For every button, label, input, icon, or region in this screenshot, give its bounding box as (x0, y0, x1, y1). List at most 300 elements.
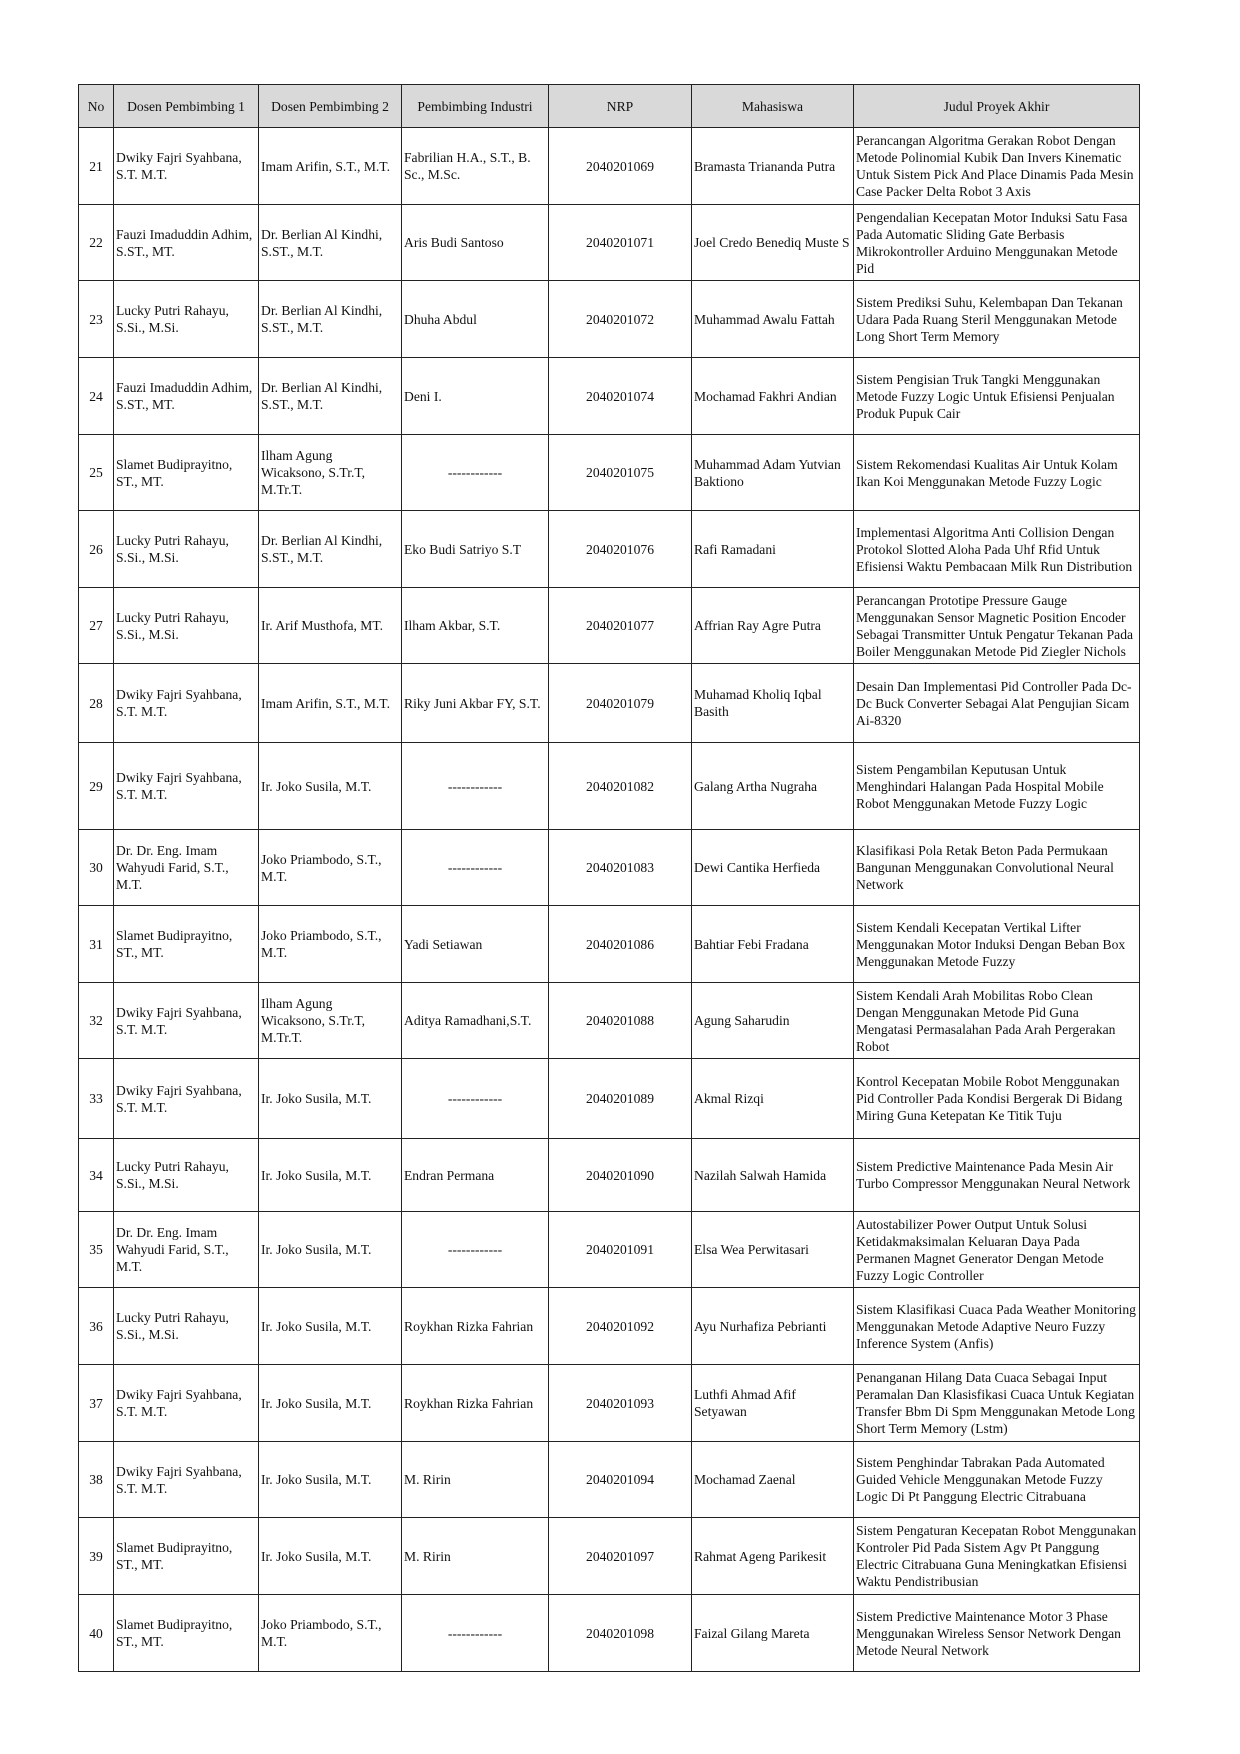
cell-dosen-pembimbing-2 (259, 588, 402, 664)
cell-dosen-pembimbing-1 (114, 906, 259, 983)
cell-judul-proyek-akhir-text: Sistem Pengambilan Keputusan Untuk Menghindari Halangan Pada Hospital Mobile Robot Menggunakan Metode Fuzzy Logic (856, 761, 1104, 811)
cell-mahasiswa-text: Bramasta Triananda Putra (694, 158, 836, 174)
cell-nrp-text: 2040201077 (586, 618, 654, 633)
cell-nrp (549, 128, 692, 205)
cell-dosen-pembimbing-1-text: Dwiky Fajri Syahbana, S.T. M.T. (116, 150, 242, 182)
cell-mahasiswa (692, 1212, 854, 1288)
cell-no (79, 1288, 114, 1365)
cell-dosen-pembimbing-1-text: Lucky Putri Rahayu, S.Si., M.Si. (116, 533, 229, 565)
cell-dosen-pembimbing-2 (259, 830, 402, 906)
cell-nrp (549, 1139, 692, 1212)
cell-no-text: 22 (89, 235, 103, 250)
cell-nrp (549, 358, 692, 435)
cell-mahasiswa (692, 358, 854, 435)
cell-dosen-pembimbing-2 (259, 1288, 402, 1365)
header-no: No (79, 85, 114, 128)
table-row (79, 906, 1140, 983)
cell-pembimbing-industri-text: Yadi Setiawan (404, 936, 483, 952)
cell-judul-proyek-akhir-text: Sistem Kendali Arah Mobilitas Robo Clean Dengan Menggunakan Metode Pid Guna Mengatasi Permasalahan Pada Arah Pergerakan Robot (856, 987, 1116, 1054)
cell-pembimbing-industri-text: M. Ririn (404, 1548, 451, 1564)
cell-dosen-pembimbing-1-text: Dwiky Fajri Syahbana, S.T. M.T. (116, 1387, 242, 1419)
cell-pembimbing-industri (402, 358, 549, 435)
cell-judul-proyek-akhir-text: Sistem Penghindar Tabrakan Pada Automated Guided Vehicle Menggunakan Metode Fuzzy Logic Di Pt Panggung Electric Citrabuana (856, 1455, 1105, 1504)
cell-mahasiswa (692, 664, 854, 743)
cell-judul-proyek-akhir-text: Sistem Pengaturan Kecepatan Robot Menggunakan Kontroler Pid Pada Sistem Agv Pt Panggung Electric Citrabuana Guna Meningkatkan Efisiensi Waktu Pendistribusian (856, 1523, 1137, 1589)
cell-no-text: 39 (89, 1548, 103, 1564)
cell-dosen-pembimbing-2 (259, 358, 402, 435)
cell-nrp-text: 2040201075 (586, 465, 654, 480)
cell-judul-proyek-akhir (854, 358, 1140, 435)
cell-mahasiswa (692, 511, 854, 588)
cell-judul-proyek-akhir (854, 128, 1140, 205)
cell-dosen-pembimbing-2 (259, 1518, 402, 1595)
cell-dosen-pembimbing-2 (259, 1212, 402, 1288)
cell-dosen-pembimbing-2-text: Imam Arifin, S.T., M.T. (261, 695, 390, 711)
cell-mahasiswa-text: Dewi Cantika Herfieda (694, 860, 821, 875)
cell-dosen-pembimbing-2-text: Dr. Berlian Al Kindhi, S.ST., M.T. (261, 303, 383, 335)
cell-no-text: 38 (89, 1472, 103, 1487)
cell-pembimbing-industri-text: Roykhan Rizka Fahrian (404, 1318, 534, 1334)
cell-mahasiswa-text: Mochamad Fakhri Andian (694, 388, 837, 404)
cell-dosen-pembimbing-2-text: Ilham Agung Wicaksono, S.Tr.T, M.Tr.T. (261, 996, 366, 1045)
header-dosen-pembimbing-2: Dosen Pembimbing 2 (259, 85, 402, 128)
cell-nrp (549, 588, 692, 664)
cell-dosen-pembimbing-1 (114, 743, 259, 830)
cell-judul-proyek-akhir (854, 281, 1140, 358)
cell-dosen-pembimbing-1-text: Dwiky Fajri Syahbana, S.T. M.T. (116, 1004, 242, 1037)
cell-nrp-text: 2040201090 (586, 1167, 654, 1183)
cell-mahasiswa (692, 588, 854, 664)
cell-mahasiswa-text: Affrian Ray Agre Putra (694, 618, 821, 633)
cell-dosen-pembimbing-2-text: Ir. Joko Susila, M.T. (261, 1548, 372, 1564)
cell-nrp (549, 1212, 692, 1288)
cell-judul-proyek-akhir (854, 511, 1140, 588)
cell-no (79, 906, 114, 983)
cell-mahasiswa (692, 435, 854, 511)
cell-dosen-pembimbing-1 (114, 588, 259, 664)
cell-mahasiswa-text: Luthfi Ahmad Afif Setyawan (694, 1387, 796, 1419)
cell-no-text: 24 (89, 388, 103, 404)
cell-nrp-text: 2040201097 (586, 1548, 654, 1564)
cell-nrp-text: 2040201069 (586, 158, 654, 174)
cell-mahasiswa (692, 1518, 854, 1595)
cell-no (79, 664, 114, 743)
cell-dosen-pembimbing-2-text: Ir. Joko Susila, M.T. (261, 1318, 372, 1334)
cell-no-text: 32 (89, 1013, 103, 1028)
cell-dosen-pembimbing-1-text: Dr. Dr. Eng. Imam Wahyudi Farid, S.T., M.T. (116, 843, 229, 892)
cell-dosen-pembimbing-1-text: Lucky Putri Rahayu, S.Si., M.Si. (116, 609, 229, 642)
cell-dosen-pembimbing-1 (114, 1212, 259, 1288)
cell-mahasiswa (692, 1365, 854, 1442)
cell-dosen-pembimbing-2-text: Ir. Joko Susila, M.T. (261, 1395, 372, 1411)
cell-pembimbing-industri (402, 1595, 549, 1672)
cell-no (79, 511, 114, 588)
table-row (79, 664, 1140, 743)
cell-no-text: 31 (89, 936, 103, 952)
cell-no-text: 25 (89, 465, 103, 480)
cell-no (79, 281, 114, 358)
cell-dosen-pembimbing-1-text: Slamet Budiprayitno, ST., MT. (116, 1540, 233, 1572)
cell-nrp-text: 2040201082 (586, 778, 654, 794)
cell-pembimbing-industri (402, 1518, 549, 1595)
table-row (79, 983, 1140, 1059)
cell-mahasiswa (692, 205, 854, 281)
cell-judul-proyek-akhir-text: Sistem Klasifikasi Cuaca Pada Weather Monitoring Menggunakan Metode Adaptive Neuro Fuzzy Inference System (Anfis) (856, 1301, 1136, 1351)
cell-no (79, 743, 114, 830)
cell-mahasiswa-text: Nazilah Salwah Hamida (694, 1167, 827, 1183)
cell-judul-proyek-akhir-text: Sistem Predictive Maintenance Pada Mesin Air Turbo Compressor Menggunakan Neural Network (856, 1159, 1131, 1191)
cell-no-text: 37 (89, 1395, 103, 1411)
cell-dosen-pembimbing-1 (114, 1139, 259, 1212)
cell-pembimbing-industri-text: Dhuha Abdul (404, 311, 477, 327)
table-row (79, 1442, 1140, 1518)
cell-pembimbing-industri-text: ------------ (447, 1242, 503, 1257)
table-row (79, 281, 1140, 358)
cell-pembimbing-industri-text: Fabrilian H.A., S.T., B. Sc., M.Sc. (404, 150, 531, 182)
cell-judul-proyek-akhir-text: Penanganan Hilang Data Cuaca Sebagai Input Peramalan Dan Klasisfikasi Cuaca Untuk Kegiatan Transfer Bbm Di Spm Menggunakan Metode Long Short Term Memory (Lstm) (856, 1370, 1135, 1436)
cell-dosen-pembimbing-1 (114, 1288, 259, 1365)
cell-pembimbing-industri (402, 588, 549, 664)
cell-nrp (549, 906, 692, 983)
cell-dosen-pembimbing-1 (114, 281, 259, 358)
cell-no (79, 1365, 114, 1442)
cell-nrp (549, 1518, 692, 1595)
cell-pembimbing-industri-text: ------------ (447, 778, 503, 794)
cell-pembimbing-industri (402, 664, 549, 743)
cell-dosen-pembimbing-1 (114, 1518, 259, 1595)
cell-dosen-pembimbing-1 (114, 435, 259, 511)
cell-dosen-pembimbing-1-text: Dwiky Fajri Syahbana, S.T. M.T. (116, 1082, 242, 1115)
cell-judul-proyek-akhir-text: Perancangan Algoritma Gerakan Robot Dengan Metode Polinomial Kubik Dan Invers Kinematic Untuk Sistem Pick And Place Dinamis Pada Mesin Case Packer Delta Robot 3 Axis (856, 133, 1134, 199)
cell-dosen-pembimbing-1-text: Dwiky Fajri Syahbana, S.T. M.T. (116, 770, 242, 802)
cell-no-text: 23 (89, 311, 103, 327)
cell-judul-proyek-akhir-text: Pengendalian Kecepatan Motor Induksi Satu Fasa Pada Automatic Sliding Gate Berbasis Mikrokontroller Arduino Menggunakan Metode Pid (856, 209, 1128, 276)
cell-judul-proyek-akhir (854, 830, 1140, 906)
cell-no-text: 27 (89, 618, 103, 633)
cell-nrp-text: 2040201093 (586, 1395, 654, 1411)
cell-judul-proyek-akhir (854, 743, 1140, 830)
cell-nrp (549, 1595, 692, 1672)
cell-pembimbing-industri-text: Eko Budi Satriyo S.T (404, 541, 522, 557)
cell-no (79, 205, 114, 281)
cell-pembimbing-industri (402, 511, 549, 588)
header-judul-proyek-akhir: Judul Proyek Akhir (854, 85, 1140, 128)
cell-no (79, 1059, 114, 1139)
cell-mahasiswa (692, 1442, 854, 1518)
cell-dosen-pembimbing-1 (114, 1442, 259, 1518)
cell-pembimbing-industri-text: ------------ (447, 860, 503, 875)
table-row (79, 1288, 1140, 1365)
cell-pembimbing-industri (402, 281, 549, 358)
cell-mahasiswa-text: Ayu Nurhafiza Pebrianti (694, 1318, 827, 1334)
cell-nrp (549, 435, 692, 511)
cell-dosen-pembimbing-2 (259, 983, 402, 1059)
cell-pembimbing-industri (402, 1212, 549, 1288)
cell-no-text: 30 (89, 860, 103, 875)
cell-dosen-pembimbing-1-text: Lucky Putri Rahayu, S.Si., M.Si. (116, 1159, 229, 1191)
cell-dosen-pembimbing-1 (114, 128, 259, 205)
cell-mahasiswa (692, 1139, 854, 1212)
cell-no (79, 983, 114, 1059)
cell-judul-proyek-akhir (854, 1442, 1140, 1518)
cell-judul-proyek-akhir-text: Kontrol Kecepatan Mobile Robot Menggunakan Pid Controller Pada Kondisi Bergerak Di Bidang Miring Guna Ketepatan Ke Titik Tuju (856, 1074, 1123, 1123)
cell-no-text: 28 (89, 695, 103, 711)
cell-dosen-pembimbing-2-text: Joko Priambodo, S.T., M.T. (261, 928, 382, 960)
cell-no (79, 588, 114, 664)
cell-dosen-pembimbing-1 (114, 358, 259, 435)
cell-dosen-pembimbing-2-text: Ilham Agung Wicaksono, S.Tr.T, M.Tr.T. (261, 448, 366, 497)
cell-nrp (549, 664, 692, 743)
table-row (79, 435, 1140, 511)
table-row (79, 1365, 1140, 1442)
cell-nrp (549, 511, 692, 588)
cell-mahasiswa-text: Elsa Wea Perwitasari (694, 1242, 809, 1257)
table-row (79, 1059, 1140, 1139)
cell-no (79, 435, 114, 511)
cell-dosen-pembimbing-1-text: Lucky Putri Rahayu, S.Si., M.Si. (116, 1310, 229, 1342)
cell-dosen-pembimbing-1 (114, 205, 259, 281)
cell-nrp-text: 2040201072 (586, 311, 654, 327)
cell-pembimbing-industri (402, 830, 549, 906)
cell-nrp-text: 2040201088 (586, 1013, 654, 1028)
table-row (79, 588, 1140, 664)
cell-judul-proyek-akhir (854, 1288, 1140, 1365)
cell-mahasiswa-text: Rafi Ramadani (694, 541, 776, 557)
cell-judul-proyek-akhir-text: Autostabilizer Power Output Untuk Solusi Ketidakmaksimalan Keluaran Daya Pada Permanen Magnet Generator Dengan Metode Fuzzy Logic Controller (856, 1216, 1104, 1283)
cell-no-text: 34 (89, 1167, 103, 1183)
cell-judul-proyek-akhir (854, 435, 1140, 511)
cell-no-text: 35 (89, 1242, 103, 1257)
cell-dosen-pembimbing-1-text: Fauzi Imaduddin Adhim, S.ST., MT. (116, 226, 253, 259)
header-dosen-pembimbing-1: Dosen Pembimbing 1 (114, 85, 259, 128)
cell-mahasiswa (692, 1595, 854, 1672)
cell-mahasiswa-text: Muhamad Kholiq Iqbal Basith (694, 687, 822, 719)
cell-dosen-pembimbing-2 (259, 1139, 402, 1212)
cell-pembimbing-industri-text: Endran Permana (404, 1167, 495, 1183)
cell-pembimbing-industri-text: Riky Juni Akbar FY, S.T. (404, 695, 541, 711)
cell-judul-proyek-akhir-text: Sistem Prediksi Suhu, Kelembapan Dan Tekanan Udara Pada Ruang Steril Menggunakan Metode Long Short Term Memory (856, 294, 1123, 344)
cell-dosen-pembimbing-1-text: Lucky Putri Rahayu, S.Si., M.Si. (116, 303, 229, 335)
cell-pembimbing-industri (402, 1365, 549, 1442)
cell-dosen-pembimbing-2-text: Dr. Berlian Al Kindhi, S.ST., M.T. (261, 380, 383, 412)
cell-dosen-pembimbing-2 (259, 664, 402, 743)
cell-pembimbing-industri-text: Deni I. (404, 388, 442, 404)
cell-nrp (549, 281, 692, 358)
cell-dosen-pembimbing-1-text: Slamet Budiprayitno, ST., MT. (116, 456, 233, 489)
table-row (79, 743, 1140, 830)
cell-dosen-pembimbing-2 (259, 743, 402, 830)
cell-mahasiswa-text: Joel Credo Benediq Muste S (694, 235, 850, 250)
table-row (79, 1595, 1140, 1672)
table-row (79, 128, 1140, 205)
cell-dosen-pembimbing-2-text: Ir. Joko Susila, M.T. (261, 1091, 372, 1106)
cell-no (79, 1212, 114, 1288)
cell-pembimbing-industri (402, 983, 549, 1059)
cell-mahasiswa (692, 743, 854, 830)
cell-no-text: 36 (89, 1318, 103, 1334)
cell-judul-proyek-akhir-text: Sistem Rekomendasi Kualitas Air Untuk Kolam Ikan Koi Menggunakan Metode Fuzzy Logic (856, 456, 1118, 489)
cell-dosen-pembimbing-2-text: Dr. Berlian Al Kindhi, S.ST., M.T. (261, 226, 383, 259)
cell-dosen-pembimbing-2 (259, 1595, 402, 1672)
table-row (79, 1139, 1140, 1212)
cell-dosen-pembimbing-1-text: Fauzi Imaduddin Adhim, S.ST., MT. (116, 380, 253, 412)
thesis-table (78, 84, 1140, 1672)
cell-dosen-pembimbing-1 (114, 830, 259, 906)
cell-pembimbing-industri-text: M. Ririn (404, 1472, 451, 1487)
cell-nrp (549, 1288, 692, 1365)
cell-dosen-pembimbing-2 (259, 511, 402, 588)
cell-dosen-pembimbing-2 (259, 205, 402, 281)
table-row (79, 358, 1140, 435)
cell-pembimbing-industri (402, 128, 549, 205)
cell-nrp-text: 2040201094 (586, 1472, 654, 1487)
cell-pembimbing-industri (402, 1288, 549, 1365)
cell-judul-proyek-akhir-text: Desain Dan Implementasi Pid Controller Pada Dc-Dc Buck Converter Sebagai Alat Pengujian Sicam Ai-8320 (856, 678, 1132, 728)
cell-mahasiswa-text: Akmal Rizqi (694, 1091, 764, 1106)
header-pembimbing-industri: Pembimbing Industri (402, 85, 549, 128)
cell-dosen-pembimbing-2-text: Ir. Joko Susila, M.T. (261, 1242, 372, 1257)
cell-nrp-text: 2040201083 (586, 860, 654, 875)
header-mahasiswa: Mahasiswa (692, 85, 854, 128)
table-row (79, 830, 1140, 906)
cell-pembimbing-industri (402, 743, 549, 830)
cell-mahasiswa-text: Mochamad Zaenal (694, 1472, 796, 1487)
cell-mahasiswa (692, 1059, 854, 1139)
table-row (79, 1212, 1140, 1288)
cell-nrp-text: 2040201079 (586, 695, 654, 711)
cell-mahasiswa-text: Rahmat Ageng Parikesit (694, 1548, 827, 1564)
cell-mahasiswa-text: Galang Artha Nugraha (694, 778, 818, 794)
cell-dosen-pembimbing-2-text: Ir. Joko Susila, M.T. (261, 778, 372, 794)
cell-judul-proyek-akhir (854, 588, 1140, 664)
cell-dosen-pembimbing-2 (259, 435, 402, 511)
cell-judul-proyek-akhir (854, 983, 1140, 1059)
header-nrp: NRP (549, 85, 692, 128)
cell-dosen-pembimbing-2-text: Ir. Arif Musthofa, MT. (261, 618, 384, 633)
cell-judul-proyek-akhir (854, 1212, 1140, 1288)
cell-mahasiswa (692, 983, 854, 1059)
cell-judul-proyek-akhir (854, 1595, 1140, 1672)
cell-no-text: 26 (89, 541, 103, 557)
cell-mahasiswa (692, 1288, 854, 1365)
cell-mahasiswa (692, 281, 854, 358)
cell-no (79, 358, 114, 435)
cell-mahasiswa-text: Muhammad Awalu Fattah (694, 311, 835, 327)
cell-dosen-pembimbing-2-text: Ir. Joko Susila, M.T. (261, 1472, 372, 1487)
cell-dosen-pembimbing-1 (114, 664, 259, 743)
cell-judul-proyek-akhir-text: Sistem Predictive Maintenance Motor 3 Phase Menggunakan Wireless Sensor Network Dengan Metode Neural Network (856, 1608, 1121, 1658)
cell-dosen-pembimbing-1 (114, 511, 259, 588)
cell-pembimbing-industri-text: ------------ (447, 1091, 503, 1106)
table-row (79, 511, 1140, 588)
cell-dosen-pembimbing-2 (259, 281, 402, 358)
cell-nrp (549, 1365, 692, 1442)
table-row (79, 1518, 1140, 1595)
cell-mahasiswa-text: Bahtiar Febi Fradana (694, 936, 809, 952)
cell-judul-proyek-akhir (854, 906, 1140, 983)
cell-nrp-text: 2040201098 (586, 1625, 654, 1641)
cell-nrp-text: 2040201091 (586, 1242, 654, 1257)
cell-pembimbing-industri-text: Ilham Akbar, S.T. (404, 618, 501, 633)
cell-nrp-text: 2040201092 (586, 1318, 654, 1334)
cell-judul-proyek-akhir-text: Klasifikasi Pola Retak Beton Pada Permukaan Bangunan Menggunakan Convolutional Neural Network (856, 843, 1114, 892)
cell-dosen-pembimbing-1 (114, 1365, 259, 1442)
cell-dosen-pembimbing-1 (114, 1595, 259, 1672)
cell-dosen-pembimbing-2-text: Joko Priambodo, S.T., M.T. (261, 1617, 382, 1649)
cell-pembimbing-industri-text: Roykhan Rizka Fahrian (404, 1395, 534, 1411)
cell-pembimbing-industri-text: Aris Budi Santoso (404, 235, 504, 250)
cell-judul-proyek-akhir-text: Perancangan Prototipe Pressure Gauge Menggunakan Sensor Magnetic Position Encoder Sebagai Transmitter Untuk Pengatur Tekanan Pada Boiler Menggunakan Metode Pid Ziegler Nichols (856, 592, 1134, 659)
cell-pembimbing-industri (402, 1139, 549, 1212)
cell-judul-proyek-akhir (854, 664, 1140, 743)
cell-dosen-pembimbing-2 (259, 1442, 402, 1518)
cell-judul-proyek-akhir-text: Sistem Kendali Kecepatan Vertikal Lifter Menggunakan Motor Induksi Dengan Beban Box Menggunakan Metode Fuzzy (856, 919, 1126, 969)
cell-nrp-text: 2040201074 (586, 388, 654, 404)
cell-no (79, 128, 114, 205)
cell-nrp-text: 2040201076 (586, 541, 654, 557)
cell-dosen-pembimbing-2-text: Joko Priambodo, S.T., M.T. (261, 851, 382, 884)
cell-dosen-pembimbing-2 (259, 1059, 402, 1139)
cell-nrp (549, 830, 692, 906)
cell-dosen-pembimbing-1-text: Dwiky Fajri Syahbana, S.T. M.T. (116, 687, 242, 719)
cell-dosen-pembimbing-2 (259, 906, 402, 983)
cell-judul-proyek-akhir (854, 1059, 1140, 1139)
cell-dosen-pembimbing-2 (259, 1365, 402, 1442)
cell-nrp (549, 743, 692, 830)
cell-pembimbing-industri-text: Aditya Ramadhani,S.T. (404, 1013, 532, 1028)
cell-nrp (549, 1442, 692, 1518)
cell-pembimbing-industri-text: ------------ (447, 1625, 503, 1641)
cell-no-text: 40 (89, 1625, 103, 1641)
cell-pembimbing-industri (402, 435, 549, 511)
cell-no-text: 33 (89, 1091, 103, 1106)
cell-pembimbing-industri (402, 906, 549, 983)
cell-no (79, 1518, 114, 1595)
cell-judul-proyek-akhir (854, 1518, 1140, 1595)
cell-judul-proyek-akhir (854, 1365, 1140, 1442)
cell-nrp-text: 2040201086 (586, 936, 654, 952)
cell-mahasiswa (692, 906, 854, 983)
cell-nrp (549, 983, 692, 1059)
table-body (79, 128, 1140, 1672)
cell-mahasiswa (692, 830, 854, 906)
cell-dosen-pembimbing-1-text: Slamet Budiprayitno, ST., MT. (116, 928, 233, 960)
cell-pembimbing-industri (402, 205, 549, 281)
cell-dosen-pembimbing-1-text: Dr. Dr. Eng. Imam Wahyudi Farid, S.T., M.T. (116, 1225, 229, 1274)
cell-judul-proyek-akhir (854, 205, 1140, 281)
cell-no-text: 21 (89, 158, 103, 174)
cell-mahasiswa (692, 128, 854, 205)
cell-no (79, 1139, 114, 1212)
cell-pembimbing-industri-text: ------------ (447, 465, 503, 480)
cell-no (79, 1595, 114, 1672)
cell-dosen-pembimbing-2-text: Dr. Berlian Al Kindhi, S.ST., M.T. (261, 533, 383, 565)
cell-mahasiswa-text: Faizal Gilang Mareta (694, 1625, 810, 1641)
cell-nrp (549, 1059, 692, 1139)
cell-no (79, 1442, 114, 1518)
cell-dosen-pembimbing-2-text: Ir. Joko Susila, M.T. (261, 1167, 372, 1183)
cell-nrp (549, 205, 692, 281)
cell-nrp-text: 2040201071 (586, 235, 654, 250)
cell-mahasiswa-text: Muhammad Adam Yutvian Baktiono (694, 456, 841, 489)
table-row (79, 205, 1140, 281)
header-row (79, 85, 1140, 128)
cell-no (79, 830, 114, 906)
cell-pembimbing-industri (402, 1059, 549, 1139)
cell-judul-proyek-akhir-text: Implementasi Algoritma Anti Collision Dengan Protokol Slotted Aloha Pada Uhf Rfid Untuk Efisiensi Waktu Pembacaan Milk Run Distribution (856, 524, 1133, 574)
cell-dosen-pembimbing-1 (114, 1059, 259, 1139)
cell-no-text: 29 (89, 778, 103, 794)
